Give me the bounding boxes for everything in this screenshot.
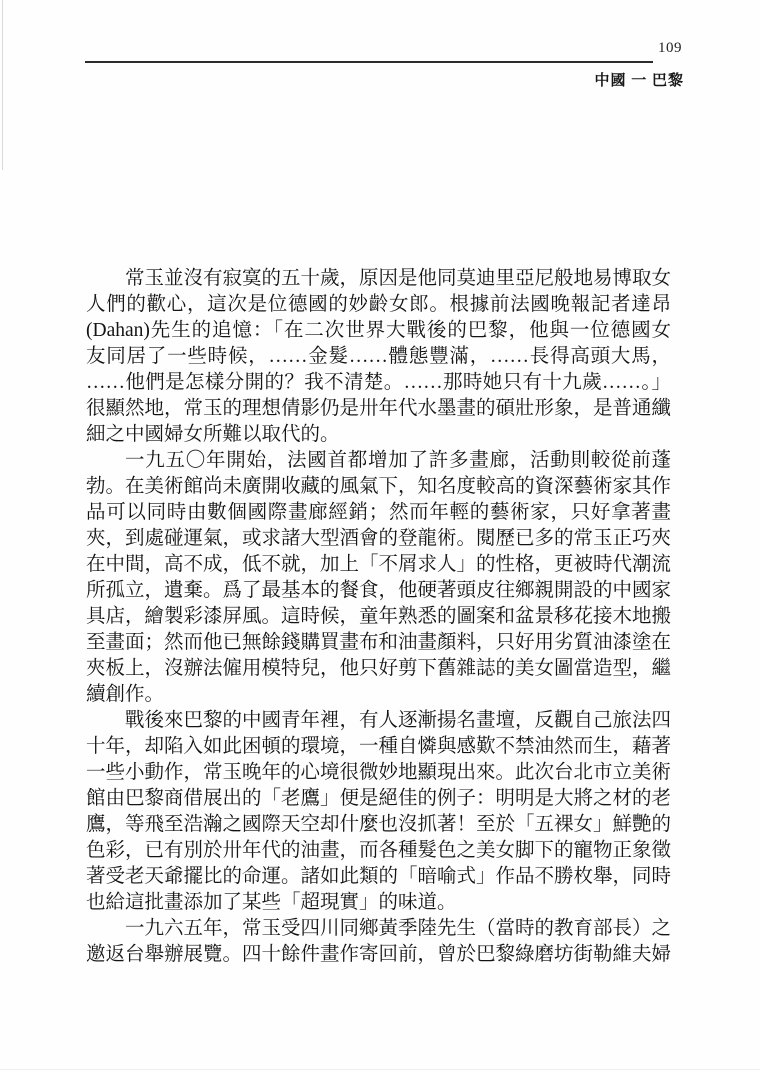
- text-line: 戰後來巴黎的中國青年裡，有人逐漸揚名畫壇，反觀自己旅法四: [125, 710, 672, 731]
- text-line: 具店，繪製彩漆屏風。這時候，童年熟悉的圖案和盆景移花接木地搬: [86, 606, 672, 627]
- text-line: ……他們是怎樣分開的？我不清楚。……那時她只有十九歲……。」: [86, 372, 671, 393]
- text-line: 著受老天爺擺比的命運。諸如此類的「暗喻式」作品不勝枚舉，同時: [86, 866, 672, 887]
- text-line: 色彩，已有別於卅年代的油畫，而各種髮色之美女脚下的寵物正象徵: [86, 840, 672, 861]
- text-line: 很顯然地，常玉的理想倩影仍是卅年代水墨畫的碩壯形象，是普通纖: [86, 398, 672, 419]
- text-line: 友同居了一些時候，……金髮……體態豐滿，……長得高頭大馬，: [86, 346, 671, 367]
- body-text: [86, 266, 671, 968]
- text-line: 十年，却陷入如此困頓的環境，一種自憐與感歎不禁油然而生，藉著: [86, 736, 672, 757]
- header-rule: [85, 61, 653, 63]
- scan-artifact-bottom: [0, 1069, 760, 1070]
- text-line: (Dahan)先生的追憶：「在二次世界大戰後的巴黎，他與一位德國女: [86, 320, 671, 341]
- text-line: 細之中國婦女所難以取代的。: [86, 424, 340, 445]
- text-line: 也給這批畫添加了某些「超現實」的味道。: [86, 892, 457, 913]
- text-line: 人們的歡心，這次是位德國的妙齡女郎。根據前法國晚報記者達昂: [86, 294, 671, 315]
- text-line: 一九六五年，常玉受四川同鄉黃季陸先生（當時的教育部長）之: [125, 918, 672, 939]
- text-line: 夾板上，沒辦法僱用模特兒，他只好剪下舊雜誌的美女圖當造型，繼: [86, 658, 672, 679]
- page-number: 109: [658, 40, 682, 56]
- text-line: 邀返台舉辦展覽。四十餘件畫作寄回前，曾於巴黎綠磨坊街勒維夫婦: [86, 944, 672, 965]
- text-line: 至畫面；然而他已無餘錢購買畫布和油畫顏料，只好用劣質油漆塗在: [86, 632, 672, 653]
- paragraph-3: [86, 708, 671, 916]
- text-line: 鷹，等飛至浩瀚之國際天空却什麼也沒抓著！至於「五裸女」鮮艷的: [86, 814, 672, 835]
- paragraph-1: [86, 266, 671, 448]
- text-line: 一九五〇年開始，法國首都增加了許多畫廊，活動則較從前蓬: [125, 450, 671, 471]
- text-line: 續創作。: [86, 684, 165, 705]
- text-line: 館由巴黎商借展出的「老鷹」便是絕佳的例子：明明是大將之材的老: [86, 788, 672, 809]
- scan-artifact-left: [2, 0, 3, 170]
- paragraph-4: [86, 916, 671, 968]
- text-line: 夾，到處碰運氣，或求諸大型酒會的登龍術。閱歷已多的常玉正巧夾: [86, 528, 672, 549]
- text-line: 在中間，高不成，低不就，加上「不屑求人」的性格，更被時代潮流: [86, 554, 672, 575]
- text-line: 品可以同時由數個國際畫廊經銷；然而年輕的藝術家，只好拿著畫: [86, 502, 671, 523]
- text-line: 一些小動作，常玉晚年的心境很微妙地顯現出來。此次台北市立美術: [86, 762, 672, 783]
- paragraph-2: [86, 448, 671, 708]
- text-line: 常玉並沒有寂寞的五十歲，原因是他同莫迪里亞尼般地易博取女: [125, 268, 672, 289]
- text-line: 勃。在美術館尚未廣開收藏的風氣下，知名度較高的資深藝術家其作: [86, 476, 672, 497]
- text-line: 所孤立，遺棄。爲了最基本的餐食，他硬著頭皮往鄉親開設的中國家: [86, 580, 672, 601]
- running-head: 中國 一 巴黎: [594, 73, 684, 89]
